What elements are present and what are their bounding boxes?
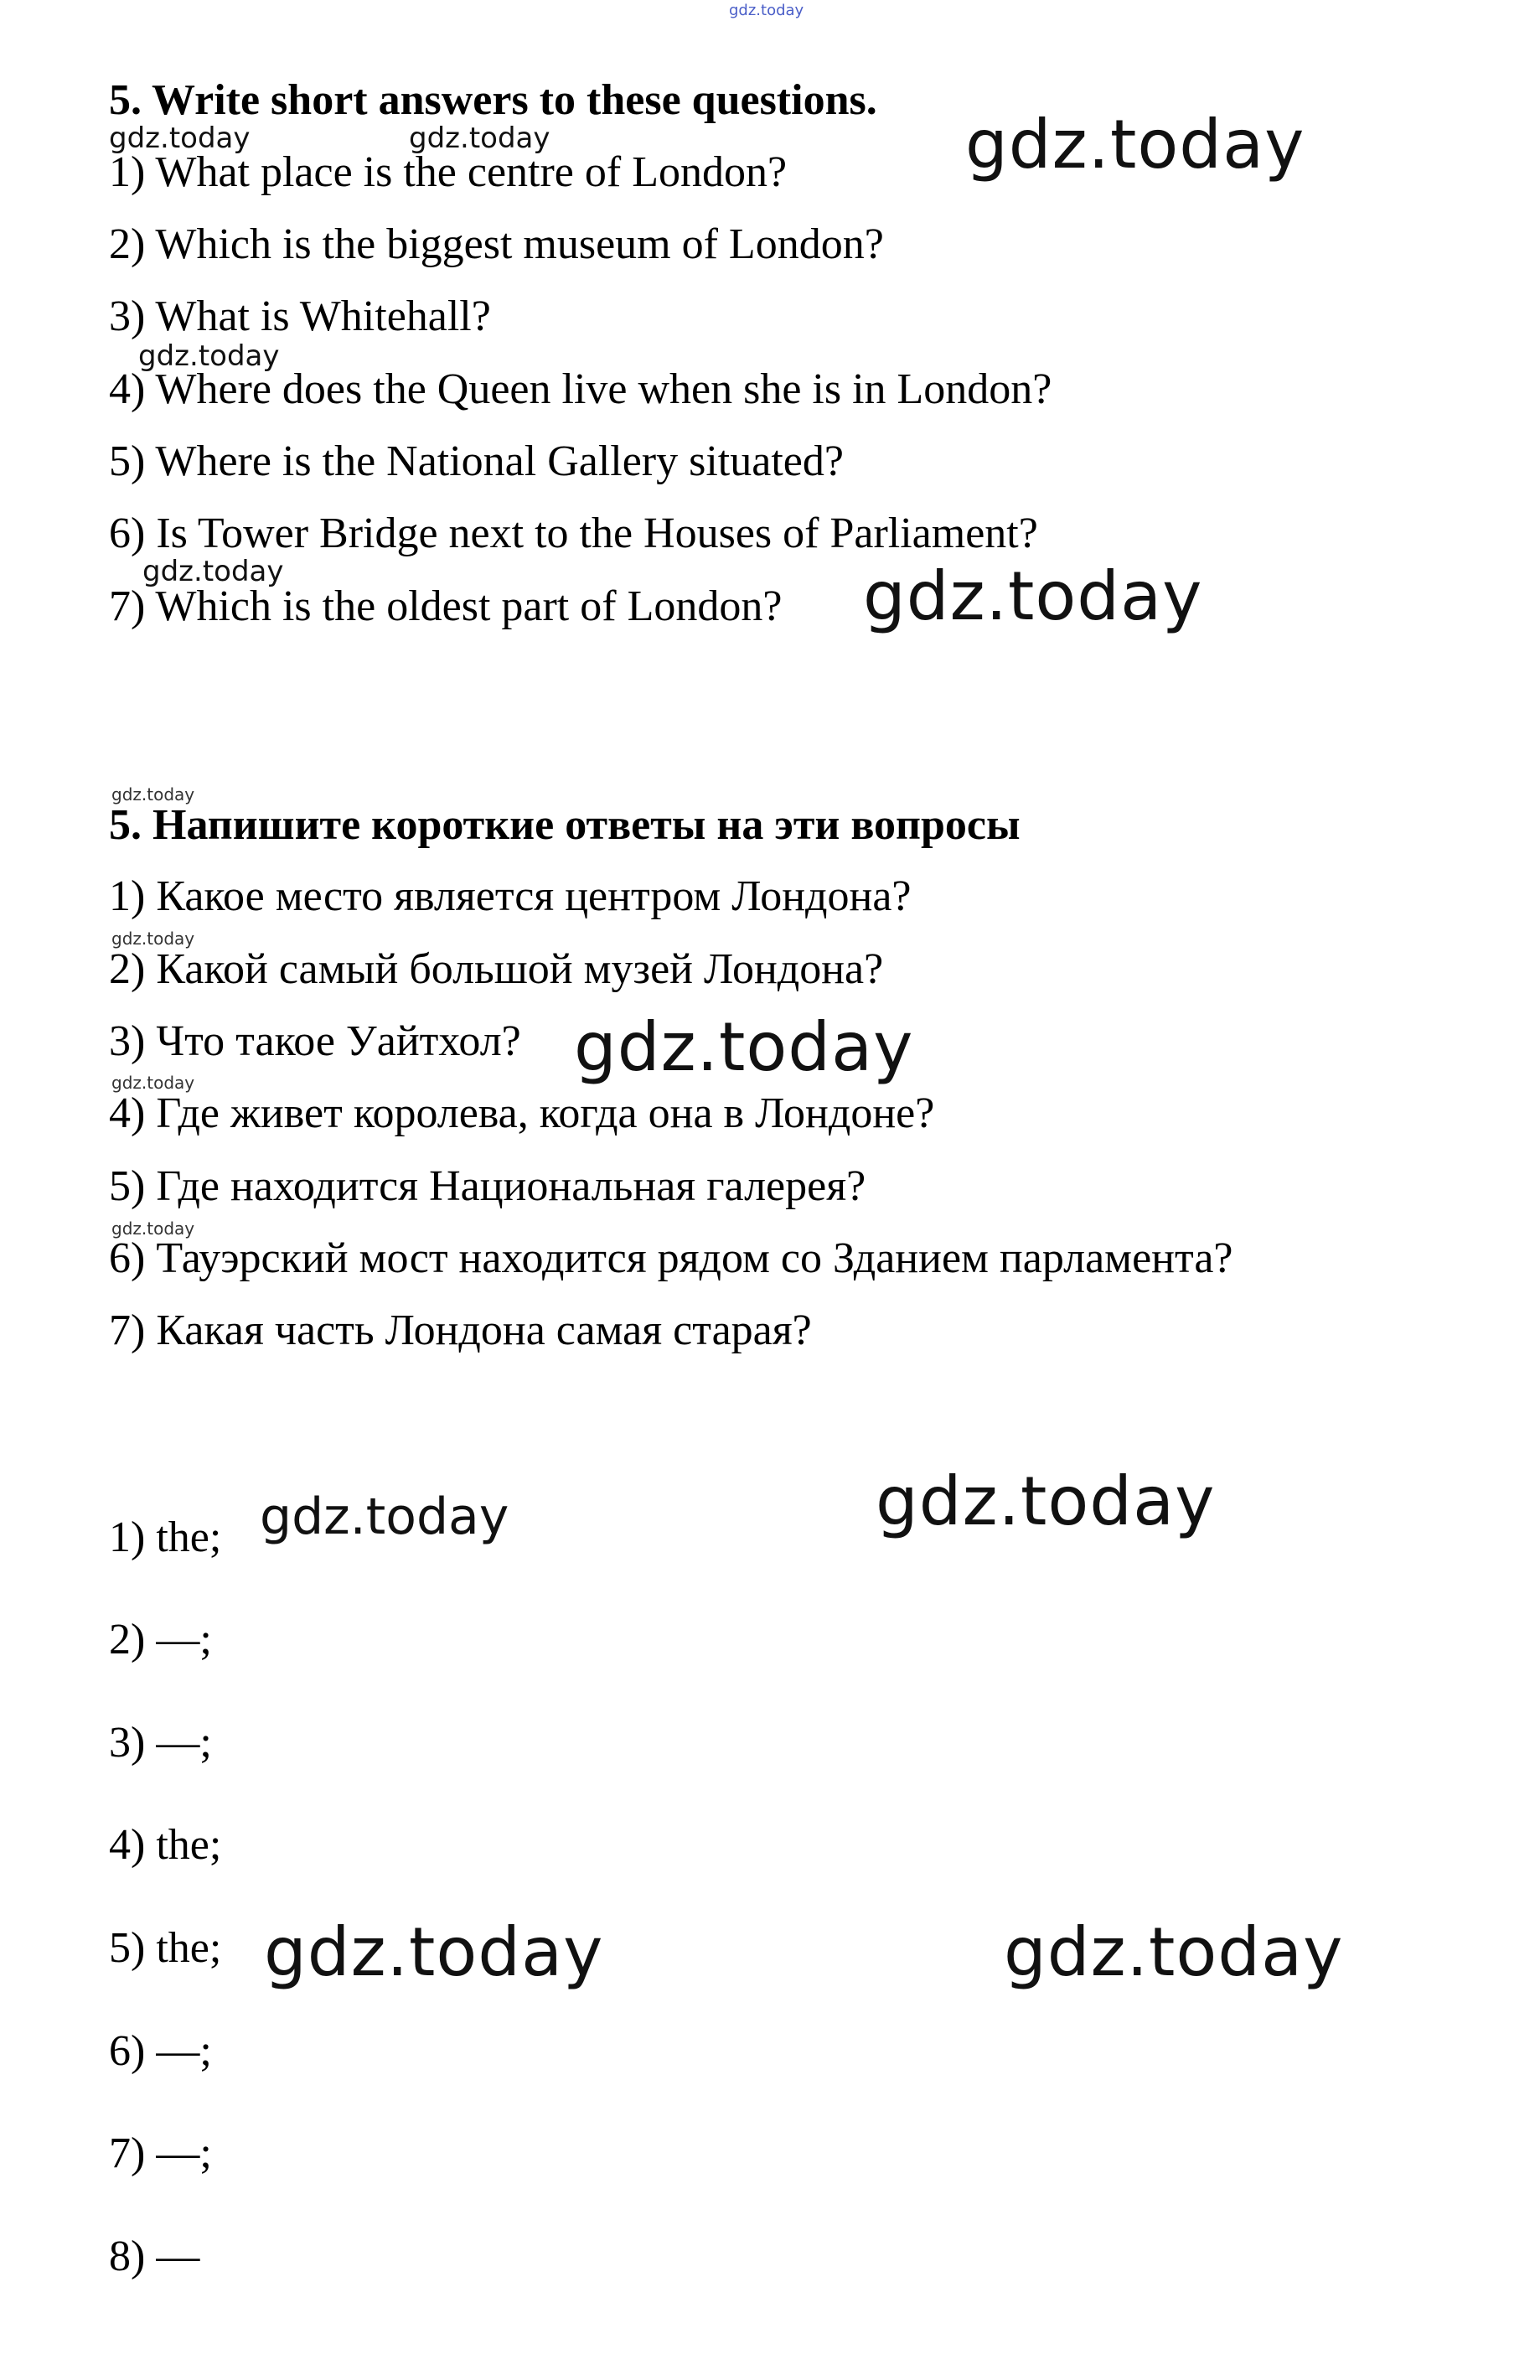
answer-5: 5) the;: [109, 1924, 222, 1972]
answer-2: 2) —;: [109, 1616, 212, 1663]
answer-8: 8) —: [109, 2233, 200, 2280]
watermark-large: gdz.today: [863, 557, 1203, 635]
answer-3: 3) —;: [109, 1719, 212, 1767]
watermark-tiny: gdz.today: [111, 784, 195, 805]
watermark-large: gdz.today: [1004, 1913, 1344, 1991]
top-watermark: gdz.today: [729, 2, 804, 19]
english-question-7: 7) Which is the oldest part of London?: [109, 582, 783, 630]
watermark-small: gdz.today: [138, 339, 280, 373]
watermark-tiny: gdz.today: [111, 929, 195, 949]
english-question-1: 1) What place is the centre of London?: [109, 148, 788, 196]
russian-question-6: 6) Тауэрский мост находится рядом со Зданием парламента?: [109, 1234, 1233, 1282]
russian-question-5: 5) Где находится Национальная галерея?: [109, 1162, 866, 1210]
russian-question-3: 3) Что такое Уайтхол?: [109, 1017, 521, 1065]
watermark-large: gdz.today: [574, 1008, 914, 1086]
russian-question-2: 2) Какой самый большой музей Лондона?: [109, 945, 884, 993]
watermark-medium: gdz.today: [260, 1488, 509, 1546]
watermark-large: gdz.today: [876, 1462, 1216, 1540]
watermark-tiny: gdz.today: [111, 1073, 195, 1093]
answer-6: 6) —;: [109, 2027, 212, 2075]
watermark-tiny: gdz.today: [111, 1218, 195, 1239]
watermark-small: gdz.today: [409, 122, 550, 155]
watermark-small: gdz.today: [142, 555, 284, 588]
english-question-4: 4) Where does the Queen live when she is in London?: [109, 365, 1052, 413]
watermark-large: gdz.today: [264, 1913, 604, 1991]
russian-heading: 5. Напишите короткие ответы на эти вопросы: [109, 801, 1021, 849]
answer-1: 1) the;: [109, 1513, 222, 1561]
russian-question-4: 4) Где живет королева, когда она в Лондоне?: [109, 1089, 935, 1137]
english-question-2: 2) Which is the biggest museum of London?: [109, 220, 884, 268]
russian-question-1: 1) Какое место является центром Лондона?: [109, 872, 912, 920]
english-question-6: 6) Is Tower Bridge next to the Houses of Parliament?: [109, 510, 1038, 557]
english-question-5: 5) Where is the National Gallery situated?: [109, 437, 844, 485]
answer-4: 4) the;: [109, 1821, 222, 1869]
russian-question-7: 7) Какая часть Лондона самая старая?: [109, 1306, 812, 1354]
watermark-small: gdz.today: [109, 122, 251, 155]
english-question-3: 3) What is Whitehall?: [109, 292, 491, 340]
english-heading: 5. Write short answers to these questions.: [109, 76, 877, 124]
answer-7: 7) —;: [109, 2129, 212, 2177]
watermark-large: gdz.today: [965, 106, 1305, 184]
